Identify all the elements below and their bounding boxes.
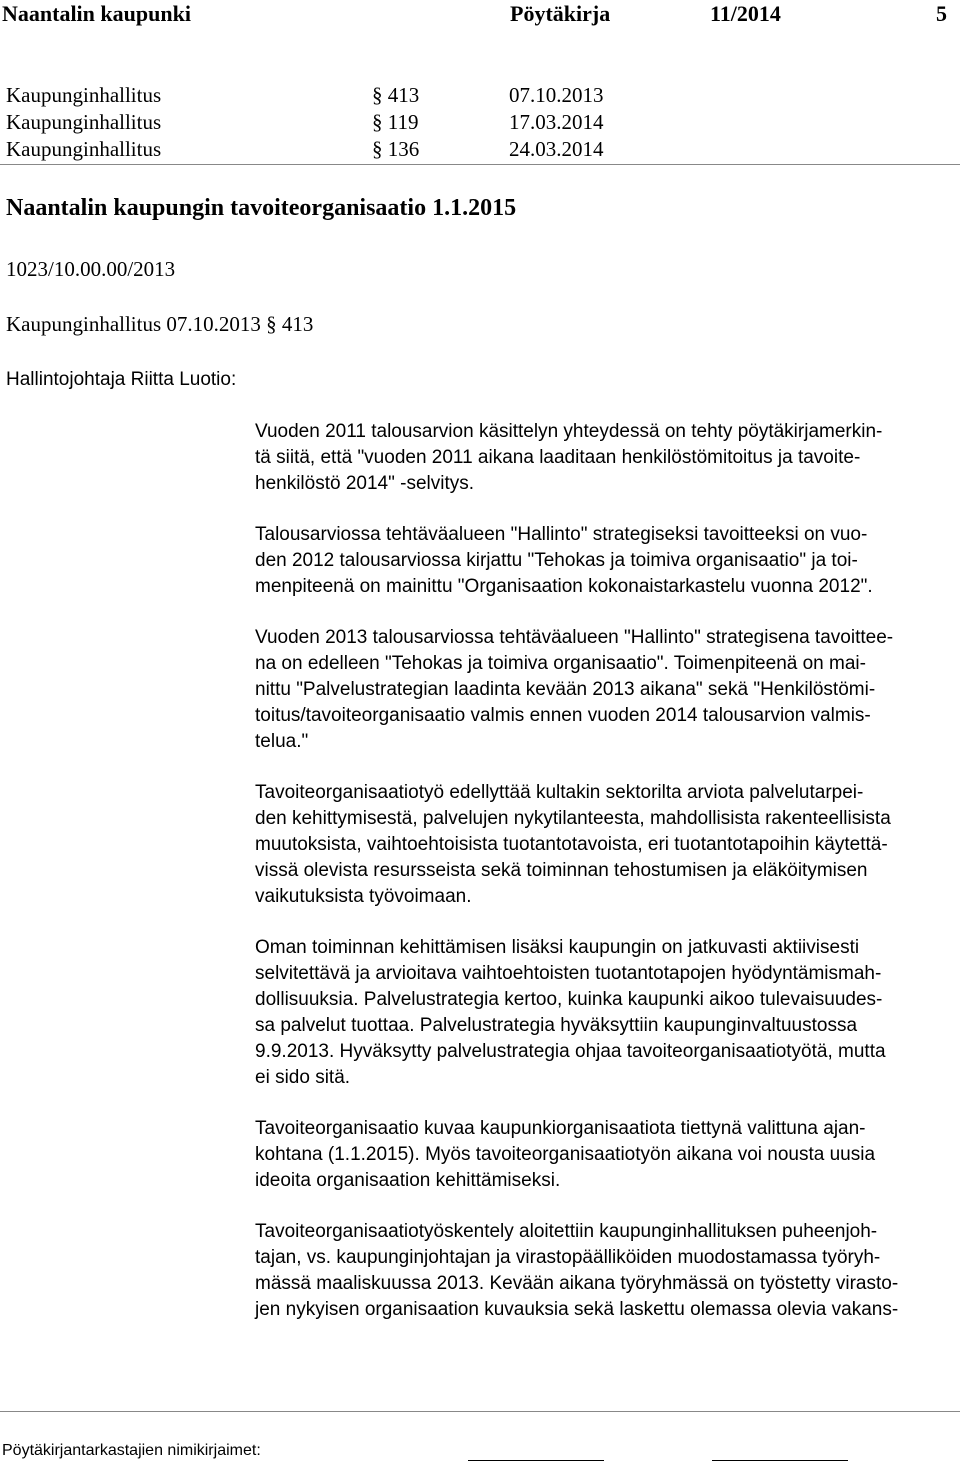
signature-line	[712, 1460, 848, 1461]
text-line: dollisuuksia. Palvelustrategia kertoo, kuinka kaupunki aikoo tulevaisuudes-	[255, 989, 883, 1010]
text-line: Vuoden 2013 talousarviossa tehtäväalueen "Hallinto" strategisena tavoittee-	[255, 627, 894, 648]
header-doc-number: 11/2014	[710, 1, 781, 26]
text-line: ideoita organisaation kehittämiseksi.	[255, 1170, 561, 1191]
reference-section: § 136	[372, 137, 420, 161]
signature-line	[468, 1460, 604, 1461]
text-line: Tavoiteorganisaatiotyöskentely aloitettiin kaupunginhallituksen puheenjoh-	[255, 1221, 878, 1242]
text-line: den 2012 talousarviossa kirjattu "Tehokas ja toimiva organisaatio" ja toi-	[255, 550, 858, 571]
text-line: ei sido sitä.	[255, 1067, 351, 1088]
text-line: na on edelleen "Tehokas ja toimiva organisaatio". Toimenpiteenä on mai-	[255, 653, 866, 674]
reference-divider	[0, 164, 960, 165]
paragraph	[255, 780, 959, 910]
paragraph	[255, 522, 959, 600]
signatures-label: Pöytäkirjantarkastajien nimikirjaimet:	[2, 1442, 261, 1459]
paragraph	[255, 625, 959, 755]
text-line: vaikutuksista työvoimaan.	[255, 886, 472, 907]
text-line: toitus/tavoiteorganisaatio valmis ennen vuoden 2014 talousarvion valmis-	[255, 705, 871, 726]
reference-date: 24.03.2014	[509, 137, 604, 161]
reference-body: Kaupunginhallitus	[6, 137, 162, 161]
text-line: sa palvelut tuottaa. Palvelustrategia hyväksyttiin kaupunginvaltuustossa	[255, 1015, 858, 1036]
document-title: Naantalin kaupungin tavoiteorganisaatio 1.1.2015	[6, 195, 517, 221]
text-line: Vuoden 2011 talousarvion käsittelyn yhteydessä on tehty pöytäkirjamerkin-	[255, 421, 883, 442]
paragraph	[255, 1219, 959, 1323]
text-line: vissä olevista resursseista sekä toiminnan tehostumisen ja eläköitymisen	[255, 860, 868, 881]
reference-date: 07.10.2013	[509, 83, 604, 107]
text-line: 9.9.2013. Hyväksytty palvelustrategia ohjaa tavoiteorganisaatiotyötä, mutta	[255, 1041, 886, 1062]
text-line: kohtana (1.1.2015). Myös tavoiteorganisaatiotyön aikana voi nousta uusia	[255, 1144, 876, 1165]
text-line: tajan, vs. kaupunginjohtajan ja virastopäälliköiden muodostamassa työryh-	[255, 1247, 881, 1268]
text-line: selvitettävä ja arvioitava vaihtoehtoisten tuotantotapojen hyödyntämismah-	[255, 963, 882, 984]
header-doc-type: Pöytäkirja	[510, 1, 611, 26]
text-line: mässä maaliskuussa 2013. Kevään aikana työryhmässä on työstetty virasto-	[255, 1273, 899, 1294]
diary-number: 1023/10.00.00/2013	[6, 257, 176, 281]
text-line: telua."	[255, 731, 309, 752]
text-line: Tavoiteorganisaatiotyö edellyttää kultakin sektorilta arviota palvelutarpei-	[255, 782, 864, 803]
paragraph	[255, 1116, 959, 1194]
reference-body: Kaupunginhallitus	[6, 83, 162, 107]
text-line: henkilöstö 2014" -selvitys.	[255, 473, 475, 494]
footer-divider	[0, 1411, 960, 1412]
paragraph	[255, 935, 959, 1091]
text-line: nittu "Palvelustrategian laadinta kevään 2013 aikana" sekä "Henkilöstömi-	[255, 679, 876, 700]
reference-body: Kaupunginhallitus	[6, 110, 162, 134]
header-page-number: 5	[936, 1, 947, 26]
body-text	[255, 419, 959, 1348]
text-line: muutoksista, vaihtoehtoisista tuotantotavoista, eri tuotantotapoihin käytettä-	[255, 834, 888, 855]
text-line: Oman toiminnan kehittämisen lisäksi kaupungin on jatkuvasti aktiivisesti	[255, 937, 860, 958]
text-line: Tavoiteorganisaatio kuvaa kaupunkiorganisaatiota tiettynä valittuna ajan-	[255, 1118, 866, 1139]
speaker-label: Hallintojohtaja Riitta Luotio:	[6, 369, 237, 390]
header-city: Naantalin kaupunki	[2, 1, 191, 26]
meeting-reference: Kaupunginhallitus 07.10.2013 § 413	[6, 312, 314, 336]
text-line: Talousarviossa tehtäväalueen "Hallinto" strategiseksi tavoitteeksi on vuo-	[255, 524, 868, 545]
text-line: den kehittymisestä, palvelujen nykytilanteesta, mahdollisista rakenteellisista	[255, 808, 891, 829]
text-line: jen nykyisen organisaation kuvauksia sekä laskettu olemassa olevia vakans-	[255, 1299, 899, 1320]
paragraph	[255, 419, 959, 497]
reference-section: § 413	[372, 83, 420, 107]
reference-section: § 119	[372, 110, 419, 134]
text-line: menpiteenä on mainittu "Organisaation kokonaistarkastelu vuonna 2012".	[255, 576, 873, 597]
text-line: tä siitä, että "vuoden 2011 aikana laaditaan henkilöstömitoitus ja tavoite-	[255, 447, 861, 468]
reference-date: 17.03.2014	[509, 110, 604, 134]
